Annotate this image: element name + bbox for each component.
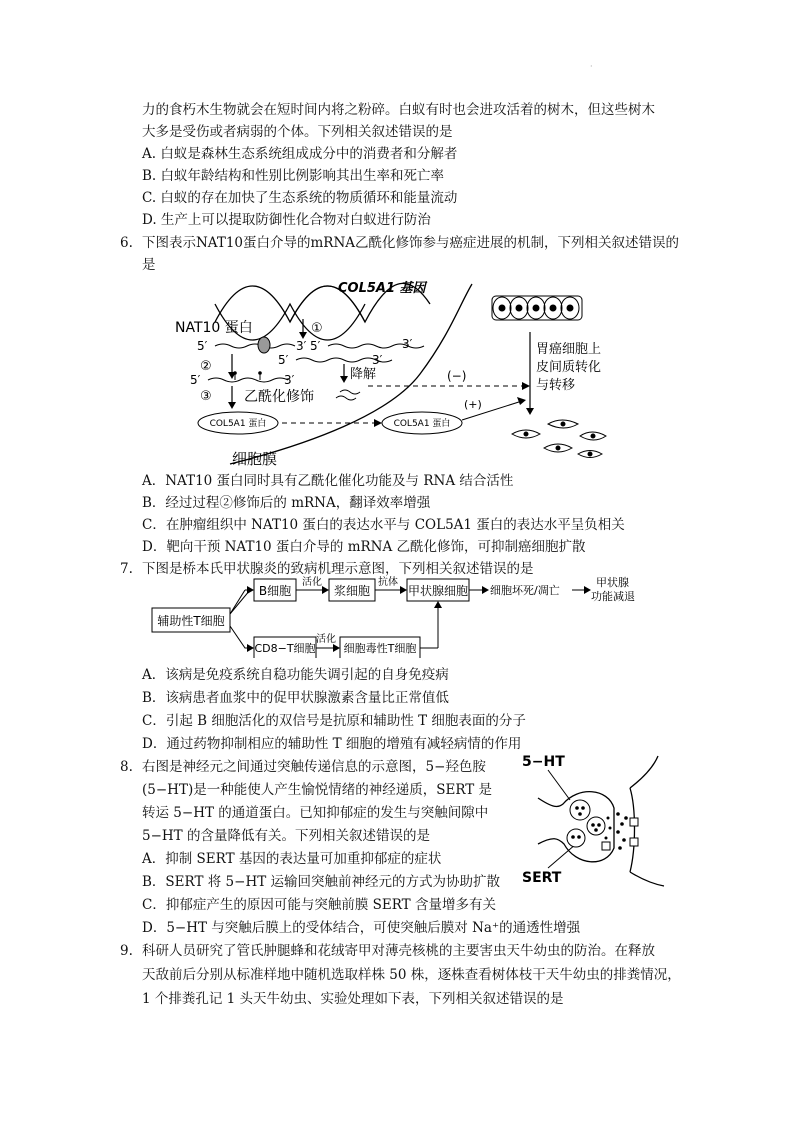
q8-option-c: C．抑郁症产生的原因可能与突触前膜 SERT 含量增多有关 bbox=[142, 897, 496, 913]
q5-text-line-2: 大多是受伤或者病弱的个体。下列相关叙述错误的是 bbox=[142, 124, 453, 140]
three-prime-2: 3′ bbox=[402, 337, 413, 351]
q8-option-b: B．SERT 将 5−HT 运输回突触前神经元的方式为协助扩散 bbox=[142, 874, 501, 890]
outcome-label-1: 甲状腺 bbox=[596, 576, 629, 589]
ht-label: 5−HT bbox=[522, 754, 565, 770]
q9-number: 9. bbox=[120, 943, 133, 959]
col5a1-protein-label-2: COL5A1 蛋白 bbox=[393, 419, 451, 429]
outcome-label-2: 功能减退 bbox=[591, 590, 635, 603]
q6-mechanism-figure bbox=[160, 274, 640, 470]
emt-label-1: 胃癌细胞上 bbox=[536, 342, 602, 357]
q7-option-c: C．引起 B 细胞活化的双信号是抗原和辅助性 T 细胞表面的分子 bbox=[142, 713, 526, 729]
three-prime-1: 3′ bbox=[296, 339, 307, 353]
q9-text-line-3: 1 个排粪孔记 1 头天牛幼虫、实验处理如下表，下列相关叙述错误的是 bbox=[142, 991, 564, 1007]
membrane-label: 细胞膜 bbox=[232, 450, 278, 468]
q8-stem-line-3: 转运 5−HT 的通道蛋白。已知抑郁症的发生与突触间隙中 bbox=[142, 805, 489, 821]
q7-number: 7. bbox=[120, 561, 133, 577]
q5-option-d: D. 生产上可以提取防御性化合物对白蚁进行防治 bbox=[142, 212, 431, 228]
q6-option-a: A．NAT10 蛋白同时具有乙酰化催化功能及与 RNA 结合活性 bbox=[142, 473, 514, 489]
q8-stem-line-4: 5−HT 的含量降低有关。下列相关叙述错误的是 bbox=[142, 828, 430, 844]
degrade-label: 降解 bbox=[350, 367, 377, 382]
receptor-2 bbox=[630, 838, 638, 846]
cd8-label: CD8−T细胞 bbox=[254, 642, 316, 655]
result-label: 细胞坏死/凋亡 bbox=[490, 584, 560, 597]
vesicle-1 bbox=[570, 800, 590, 820]
q9-text-line-1: 科研人员研究了管氏肿腿蜂和花绒寄甲对薄壳核桃的主要害虫天牛幼虫的防治。在释放 bbox=[142, 943, 655, 959]
gene-label: COL5A1 基因 bbox=[338, 281, 426, 296]
vesicle-2 bbox=[587, 817, 605, 835]
activate-label-2: 活化 bbox=[316, 634, 336, 645]
emt-label-2: 皮间质转化 bbox=[536, 360, 602, 375]
nat10-label: NAT10 蛋白 bbox=[175, 320, 253, 336]
q6-stem-line-2: 是 bbox=[142, 257, 156, 273]
q7-option-d: D．通过药物抑制相应的辅助性 T 细胞的增殖有减轻病情的作用 bbox=[142, 736, 522, 752]
q6-option-d: D．靶向干预 NAT10 蛋白介导的 mRNA 乙酰化修饰，可抑制癌细胞扩散 bbox=[142, 539, 586, 555]
q7-stem: 下图是桥本氏甲状腺炎的致病机理示意图，下列相关叙述错误的是 bbox=[142, 561, 534, 577]
q5-option-b: B. 白蚁年龄结构和性别比例影响其出生率和死亡率 bbox=[142, 168, 445, 184]
q8-stem-line-1: 右图是神经元之间通过突触传递信息的示意图，5−羟色胺 bbox=[142, 759, 486, 775]
minus-sign: (−) bbox=[447, 369, 467, 383]
q6-number: 6. bbox=[120, 235, 133, 251]
activate-label-1: 活化 bbox=[302, 577, 322, 588]
q8-synapse-figure bbox=[518, 748, 668, 890]
thyroid-cell-label: 甲状腺细胞 bbox=[407, 584, 469, 598]
helper-t-label: 辅助性T细胞 bbox=[157, 614, 225, 628]
q8-stem-line-2: (5−HT)是一种能使人产生愉悦情绪的神经递质，SERT 是 bbox=[142, 782, 493, 798]
three-prime-3: 3′ bbox=[372, 353, 383, 367]
q6-option-c: C．在肿瘤组织中 NAT10 蛋白的表达水平与 COL5A1 蛋白的表达水平呈负相关 bbox=[142, 517, 625, 533]
q6-stem-line-1: 下图表示NAT10蛋白介导的mRNA乙酰化修饰参与癌症进展的机制，下列相关叙述错误的 bbox=[142, 235, 680, 251]
q7-option-a: A．该病是免疫系统自稳功能失调引起的自身免疫病 bbox=[142, 667, 449, 683]
q5-option-c: C. 白蚁的存在加快了生态系统的物质循环和能量流动 bbox=[142, 190, 458, 206]
migrating-cells bbox=[512, 420, 606, 458]
step-2: ② bbox=[200, 359, 212, 374]
antibody-label: 抗体 bbox=[378, 577, 398, 588]
q5-text-line-1: 力的食朽木生物就会在短时间内将之粉碎。白蚁有时也会进攻活着的树木，但这些树木 bbox=[142, 102, 655, 118]
q8-option-d: D．5−HT 与突触后膜上的受体结合，可使突触后膜对 Na⁺的通透性增强 bbox=[142, 920, 581, 936]
five-prime-1: 5′ bbox=[197, 339, 208, 353]
step-3: ③ bbox=[200, 389, 212, 404]
five-prime-3: 5′ bbox=[278, 353, 289, 367]
q7-option-b: B．该病患者血浆中的促甲状腺激素含量比正常值低 bbox=[142, 690, 449, 706]
three-prime-4: 3′ bbox=[284, 373, 295, 387]
five-prime-2: 5′ bbox=[310, 339, 321, 353]
q8-number: 8. bbox=[120, 759, 133, 775]
plasma-cell-label: 浆细胞 bbox=[333, 584, 371, 598]
epithelial-cells bbox=[492, 296, 582, 320]
nat10-protein-blob bbox=[258, 337, 270, 353]
sert-label: SERT bbox=[522, 870, 562, 886]
receptor-1 bbox=[630, 818, 638, 826]
vesicle-3 bbox=[567, 829, 585, 847]
step-1: ① bbox=[311, 321, 323, 336]
q6-option-b: B．经过过程②修饰后的 mRNA，翻译效率增强 bbox=[142, 495, 431, 511]
plus-sign: (+) bbox=[464, 398, 482, 411]
five-prime-4: 5′ bbox=[190, 373, 201, 387]
acetyl-label: 乙酰化修饰 bbox=[244, 389, 314, 405]
sert-transporter bbox=[602, 842, 610, 850]
emt-label-3: 与转移 bbox=[536, 378, 576, 393]
q9-text-line-2: 天敌前后分别从标准样地中随机选取样株 50 株，逐株查看树体枝干天牛幼虫的排粪情况， bbox=[142, 967, 681, 983]
q8-option-a: A．抑制 SERT 基因的表达量可加重抑郁症的症状 bbox=[142, 851, 442, 867]
ctl-label: 细胞毒性T细胞 bbox=[343, 642, 417, 655]
col5a1-protein-label-1: COL5A1 蛋白 bbox=[209, 419, 267, 429]
q7-mechanism-figure bbox=[150, 576, 650, 658]
postsynaptic-membrane bbox=[630, 788, 635, 872]
scan-dot: · bbox=[590, 62, 593, 71]
b-cell-label: B细胞 bbox=[258, 584, 292, 598]
q5-option-a: A. 白蚁是森林生态系统组成成分中的消费者和分解者 bbox=[142, 146, 458, 162]
